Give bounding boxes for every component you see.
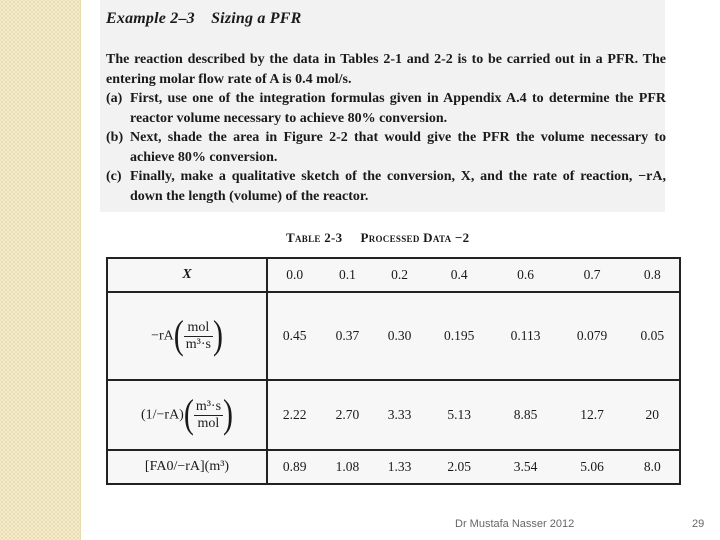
- cell: 8.0: [626, 450, 680, 484]
- example-intro: The reaction described by the data in Tables 2-1 and 2-2 is to be carried out in a PFR. The entering molar flow rate of A is 0.4 mol/s.: [106, 52, 666, 87]
- cell: 0.45: [267, 292, 321, 380]
- cell: 3.54: [493, 450, 559, 484]
- cell: 0.113: [493, 292, 559, 380]
- side-divider: [80, 0, 81, 540]
- cell: 5.13: [426, 380, 493, 450]
- table-row-rate: [107, 292, 680, 380]
- table-caption: [286, 230, 488, 246]
- row-header-rate: −rA( $\frac{\text{mol}}{\text{m³·s}}$ ): [107, 292, 267, 380]
- cell: 0.05: [626, 292, 680, 380]
- cell: 0.8: [626, 258, 680, 292]
- item-c: (c) Finally, make a qualitative sketch of the conversion, X, and the rate of reaction, −rA, down the length (volume) of the reactor.: [106, 169, 666, 204]
- cell: 0.0: [267, 258, 321, 292]
- item-b: (b) Next, shade the area in Figure 2-2 that would give the PFR the volume necessary to achieve 80% conversion.: [106, 130, 666, 165]
- item-a: (a) First, use one of the integration formulas given in Appendix A.4 to determine the PFR reactor volume necessary to achieve 80% conversion.: [106, 91, 666, 126]
- cell: 0.30: [373, 292, 425, 380]
- cell: 0.2: [373, 258, 425, 292]
- cell: 0.89: [267, 450, 321, 484]
- cell: 0.1: [321, 258, 373, 292]
- cell: 0.7: [559, 258, 626, 292]
- processed-data-table: [106, 257, 681, 485]
- page-number: 29: [692, 518, 705, 530]
- cell: 1.33: [373, 450, 425, 484]
- table-caption-number: Table 2-3: [286, 230, 343, 245]
- row-header-inverse: (1/−rA)( $\frac{\text{m³·s}}{\text{mol}}$ ): [107, 380, 267, 450]
- cell: 5.06: [559, 450, 626, 484]
- cell: 3.33: [373, 380, 425, 450]
- table-row-inverse: [107, 380, 680, 450]
- cell: 8.85: [493, 380, 559, 450]
- decorative-side-strip: [0, 0, 80, 540]
- cell: 1.08: [321, 450, 373, 484]
- table-caption-title: Processed Data −2: [360, 230, 470, 245]
- row-header-volume: [FA0/−rA](m³): [107, 450, 267, 484]
- row-header-x: X: [107, 258, 267, 292]
- cell: 2.70: [321, 380, 373, 450]
- cell: 20: [626, 380, 680, 450]
- example-number: Example 2–3: [106, 10, 195, 27]
- cell: 0.4: [426, 258, 493, 292]
- cell: 2.05: [426, 450, 493, 484]
- cell: 2.22: [267, 380, 321, 450]
- table-row-x: [107, 258, 680, 292]
- footer-author: Dr Mustafa Nasser 2012: [455, 518, 575, 530]
- cell: 0.6: [493, 258, 559, 292]
- cell: 12.7: [559, 380, 626, 450]
- cell: 0.37: [321, 292, 373, 380]
- example-body: [106, 50, 666, 206]
- example-heading: Sizing a PFR: [211, 10, 302, 27]
- cell: 0.079: [559, 292, 626, 380]
- cell: 0.195: [426, 292, 493, 380]
- example-title: [106, 10, 302, 28]
- table-row-volume: [107, 450, 680, 484]
